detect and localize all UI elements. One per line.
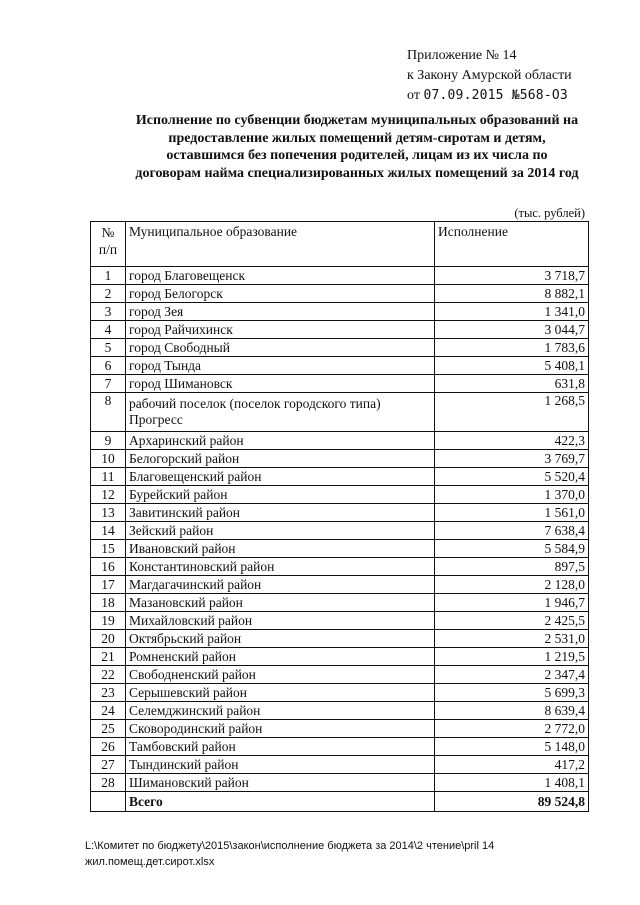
execution-value: 1 370,0	[435, 486, 589, 504]
municipality-name: город Благовещенск	[126, 267, 435, 285]
municipality-name: Селемджинский район	[126, 702, 435, 720]
execution-value: 2 128,0	[435, 576, 589, 594]
execution-table	[90, 221, 589, 812]
header-execution: Исполнение	[435, 222, 589, 267]
table-row	[91, 558, 589, 576]
execution-value: 897,5	[435, 558, 589, 576]
header-number-sign: №	[101, 225, 115, 240]
table-row	[91, 630, 589, 648]
execution-value: 8 882,1	[435, 285, 589, 303]
municipality-name: Октябрьский район	[126, 630, 435, 648]
table-row	[91, 684, 589, 702]
execution-value: 417,2	[435, 756, 589, 774]
municipality-name: Тамбовский район	[126, 738, 435, 756]
total-label: Всего	[126, 792, 435, 812]
table-row	[91, 303, 589, 321]
table-row	[91, 393, 589, 432]
title-line-2: предоставление жилых помещений детям-сиротам и детям,	[168, 130, 546, 146]
municipality-name: Благовещенский район	[126, 468, 435, 486]
table-row	[91, 774, 589, 792]
table-row	[91, 450, 589, 468]
municipality-name-line-1: рабочий поселок (поселок городского типа)	[129, 396, 381, 411]
table-row	[91, 594, 589, 612]
row-number: 2	[91, 285, 126, 303]
execution-value: 5 520,4	[435, 468, 589, 486]
municipality-name: Белогорский район	[126, 450, 435, 468]
total-number-cell	[91, 792, 126, 812]
execution-value: 3 044,7	[435, 321, 589, 339]
row-number: 4	[91, 321, 126, 339]
row-number: 5	[91, 339, 126, 357]
municipality-name: Константиновский район	[126, 558, 435, 576]
row-number: 22	[91, 666, 126, 684]
file-path-line-2: жил.помещ.дет.сирот.xlsx	[85, 856, 215, 868]
execution-value: 7 638,4	[435, 522, 589, 540]
units-note: (тыс. рублей)	[514, 206, 585, 220]
execution-value: 1 561,0	[435, 504, 589, 522]
municipality-name: Серышевский район	[126, 684, 435, 702]
table-row	[91, 540, 589, 558]
row-number: 26	[91, 738, 126, 756]
municipality-name: Тындинский район	[126, 756, 435, 774]
execution-value: 1 268,5	[435, 393, 589, 432]
row-number: 1	[91, 267, 126, 285]
execution-value: 1 946,7	[435, 594, 589, 612]
row-number: 24	[91, 702, 126, 720]
table-row	[91, 285, 589, 303]
municipality-name: Бурейский район	[126, 486, 435, 504]
row-number: 19	[91, 612, 126, 630]
title-line-4: договорам найма специализированных жилых помещений за 2014 год	[135, 165, 579, 181]
table-row	[91, 720, 589, 738]
execution-value: 2 347,4	[435, 666, 589, 684]
title-line-1: Исполнение по субвенции бюджетам муниципальных образований на	[135, 113, 579, 128]
table-row	[91, 321, 589, 339]
municipality-name	[126, 393, 435, 432]
header-number	[91, 222, 126, 267]
total-value: 89 524,8	[435, 792, 589, 812]
table-row	[91, 648, 589, 666]
table-row	[91, 702, 589, 720]
row-number: 9	[91, 432, 126, 450]
row-number: 14	[91, 522, 126, 540]
table-row	[91, 486, 589, 504]
law-reference: к Закону Амурской области	[407, 68, 572, 83]
appendix-header	[407, 46, 572, 106]
execution-value: 2 425,5	[435, 612, 589, 630]
table-header-row	[91, 222, 589, 267]
row-number: 27	[91, 756, 126, 774]
row-number: 8	[91, 393, 126, 432]
municipality-name: город Свободный	[126, 339, 435, 357]
row-number: 7	[91, 375, 126, 393]
municipality-name: Сковородинский район	[126, 720, 435, 738]
row-number: 20	[91, 630, 126, 648]
row-number: 12	[91, 486, 126, 504]
execution-value: 2 772,0	[435, 720, 589, 738]
document-title	[118, 112, 596, 182]
table-row	[91, 468, 589, 486]
municipality-name: Ивановский район	[126, 540, 435, 558]
table-row	[91, 432, 589, 450]
execution-value: 1 341,0	[435, 303, 589, 321]
execution-value: 422,3	[435, 432, 589, 450]
municipality-name: Ромненский район	[126, 648, 435, 666]
total-row	[91, 792, 589, 812]
header-number-abbr: п/п	[98, 242, 118, 257]
municipality-name: город Райчихинск	[126, 321, 435, 339]
municipality-name: Мазановский район	[126, 594, 435, 612]
row-number: 18	[91, 594, 126, 612]
table-row	[91, 267, 589, 285]
table-row	[91, 504, 589, 522]
law-date: 07.09.2015 №568-ОЗ	[423, 88, 568, 103]
table-row	[91, 666, 589, 684]
title-line-3: оставшимся без попечения родителей, лицам из их числа по	[166, 148, 548, 163]
row-number: 23	[91, 684, 126, 702]
table-row	[91, 756, 589, 774]
municipality-name: Архаринский район	[126, 432, 435, 450]
execution-value: 5 699,3	[435, 684, 589, 702]
municipality-name: Зейский район	[126, 522, 435, 540]
row-number: 15	[91, 540, 126, 558]
municipality-name: город Тында	[126, 357, 435, 375]
table-row	[91, 738, 589, 756]
municipality-name-line-2: Прогресс	[129, 412, 183, 427]
municipality-name: Шимановский район	[126, 774, 435, 792]
date-prefix: от	[407, 88, 420, 103]
row-number: 21	[91, 648, 126, 666]
table-row	[91, 576, 589, 594]
row-number: 17	[91, 576, 126, 594]
table-row	[91, 357, 589, 375]
execution-value: 1 408,1	[435, 774, 589, 792]
execution-value: 5 148,0	[435, 738, 589, 756]
table-row	[91, 612, 589, 630]
row-number: 11	[91, 468, 126, 486]
execution-value: 631,8	[435, 375, 589, 393]
execution-value: 2 531,0	[435, 630, 589, 648]
file-path-footer	[85, 838, 494, 870]
header-municipality: Муниципальное образование	[126, 222, 435, 267]
execution-value: 5 408,1	[435, 357, 589, 375]
appendix-number: Приложение № 14	[407, 48, 517, 63]
execution-value: 3 769,7	[435, 450, 589, 468]
execution-value: 3 718,7	[435, 267, 589, 285]
row-number: 25	[91, 720, 126, 738]
table-row	[91, 522, 589, 540]
municipality-name: Михайловский район	[126, 612, 435, 630]
municipality-name: Завитинский район	[126, 504, 435, 522]
municipality-name: город Белогорск	[126, 285, 435, 303]
row-number: 16	[91, 558, 126, 576]
execution-value: 1 783,6	[435, 339, 589, 357]
table-body	[91, 267, 589, 792]
municipality-name: город Зея	[126, 303, 435, 321]
row-number: 10	[91, 450, 126, 468]
row-number: 6	[91, 357, 126, 375]
table-row	[91, 375, 589, 393]
row-number: 28	[91, 774, 126, 792]
municipality-name: Магдагачинский район	[126, 576, 435, 594]
municipality-name: Свободненский район	[126, 666, 435, 684]
table-row	[91, 339, 589, 357]
law-date-line	[407, 86, 572, 106]
execution-value: 1 219,5	[435, 648, 589, 666]
row-number: 13	[91, 504, 126, 522]
file-path-line-1: L:\Комитет по бюджету\2015\закон\исполнение бюджета за 2014\2 чтение\pril 14	[85, 840, 495, 852]
row-number: 3	[91, 303, 126, 321]
execution-value: 8 639,4	[435, 702, 589, 720]
municipality-name: город Шимановск	[126, 375, 435, 393]
execution-value: 5 584,9	[435, 540, 589, 558]
